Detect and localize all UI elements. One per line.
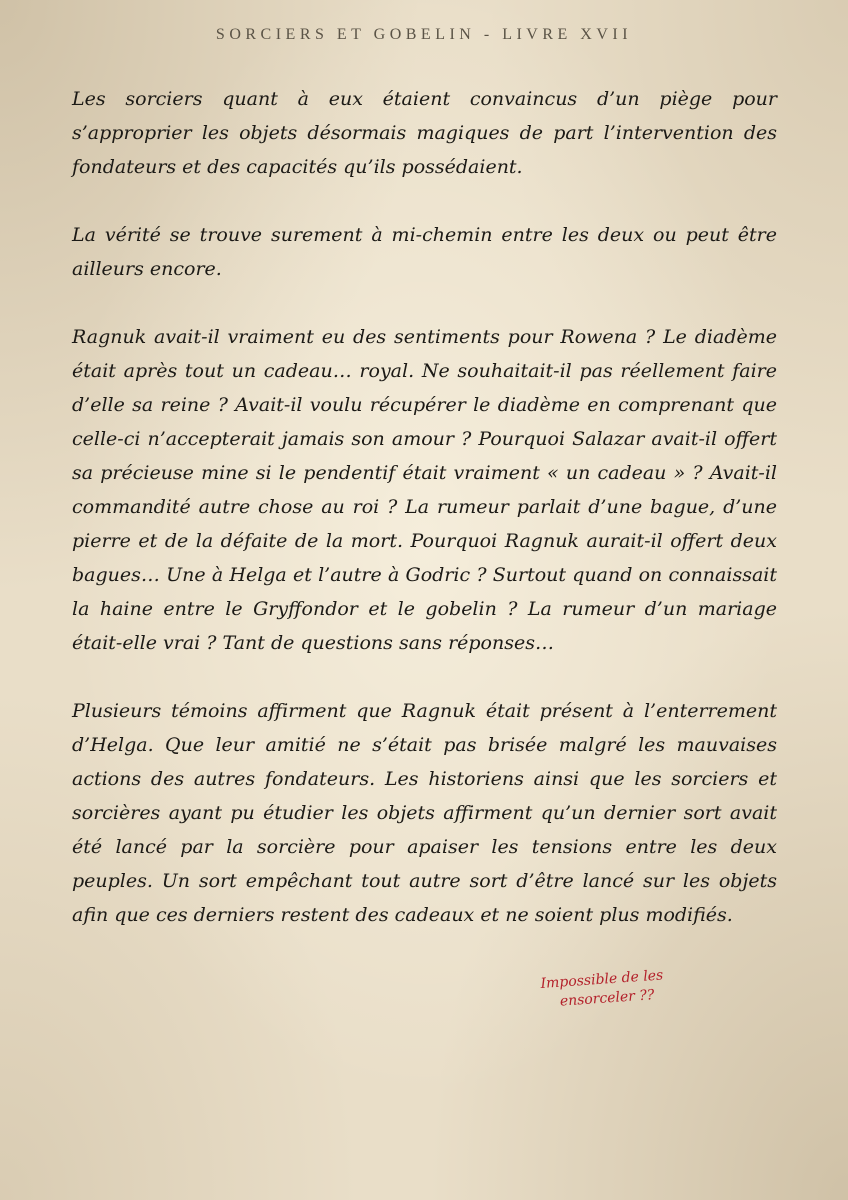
page-body xyxy=(72,82,777,966)
margin-note-line-1: Impossible de les xyxy=(540,967,664,992)
paragraph-3: Ragnuk avait-il vraiment eu des sentiments pour Rowena ? Le diadème était après tout un cadeau… royal. Ne souhaitait-il pas réellement faire d’elle sa reine ? Avait-il voulu récupérer le diadème en comprenant que celle-ci n’accepterait jamais son amour ? Pourquoi Salazar avait-il offert sa précieuse mine si le pendentif était vraiment « un cadeau » ? Avait-il commandité autre chose au roi ? La rumeur parlait d’une bague, d’une pierre et de la défaite de la mort. Pourquoi Ragnuk aurait-il offert deux bagues… Une à Helga et l’autre à Godric ? Surtout quand on connaissait la haine entre le Gryffondor et le gobelin ? La rumeur d’un mariage était-elle vrai ? Tant de questions sans réponses… xyxy=(72,326,777,654)
page-header: SORCIERS ET GOBELIN - LIVRE XVII xyxy=(215,26,633,43)
paragraph-1: Les sorciers quant à eux étaient convaincus d’un piège pour s’approprier les objets désormais magiques de part l’intervention des fondateurs et des capacités qu’ils possédaient. xyxy=(72,88,777,178)
paragraph-2: La vérité se trouve surement à mi-chemin entre les deux ou peut être ailleurs encore. xyxy=(72,224,777,280)
paragraph-4: Plusieurs témoins affirment que Ragnuk était présent à l’enterrement d’Helga. Que leur amitié ne s’était pas brisée malgré les mauvaises actions des autres fondateurs. Les historiens ainsi que les sorciers et sorcières ayant pu étudier les objets affirment qu’un dernier sort avait été lancé par la sorcière pour apaiser les tensions entre les deux peuples. Un sort empêchant tout autre sort d’être lancé sur les objets afin que ces derniers restent des cadeaux et ne soient plus modifiés. xyxy=(72,700,777,926)
margin-note-line-2: ensorceler ?? xyxy=(559,987,655,1010)
handwritten-margin-note xyxy=(540,964,702,1013)
